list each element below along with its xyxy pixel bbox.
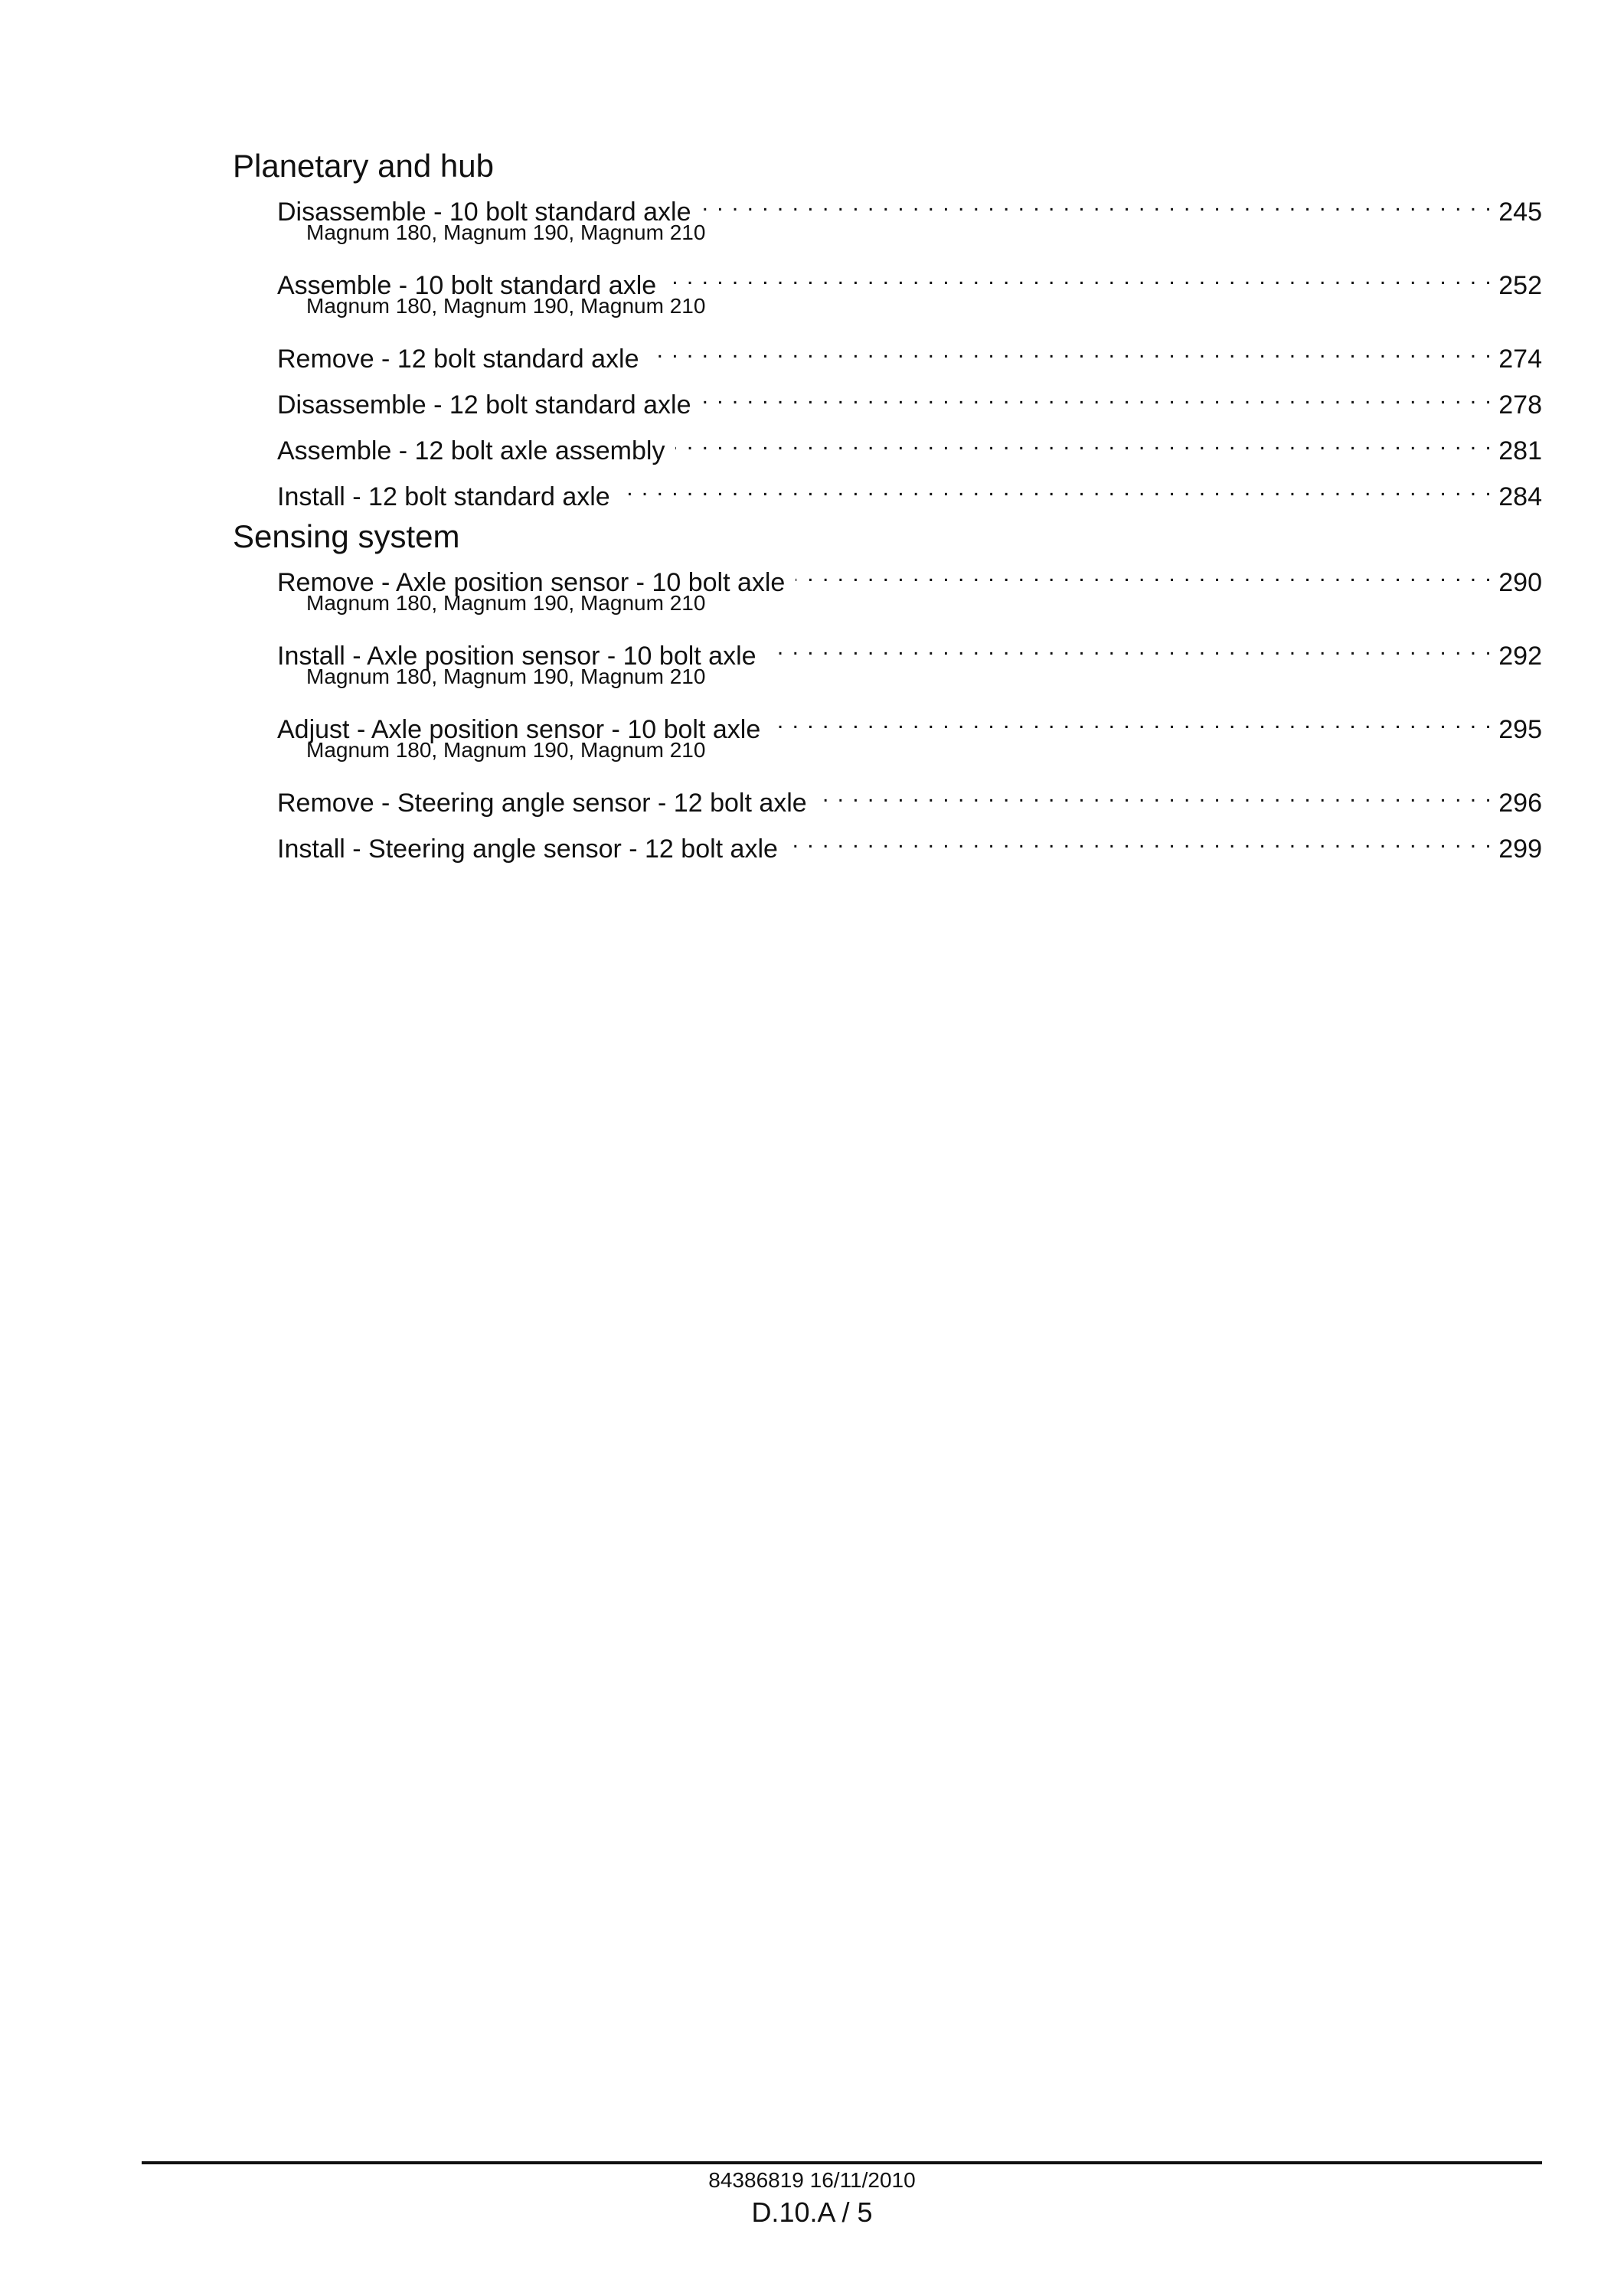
footer-document-info: 84386819 16/11/2010 [708, 2168, 916, 2192]
toc-entry-page[interactable]: 278 [1498, 390, 1542, 420]
section-heading: Sensing system [233, 518, 460, 554]
toc-entry[interactable] [277, 380, 1542, 420]
dot-leader [771, 704, 1492, 738]
toc-entry-title[interactable]: Disassemble - 12 bolt standard axle [277, 390, 691, 420]
toc-entry-page[interactable]: 245 [1498, 198, 1542, 227]
toc-entry-page[interactable]: 292 [1498, 642, 1542, 671]
toc-entry[interactable] [277, 704, 1542, 763]
dot-leader [702, 187, 1493, 220]
section-heading: Planetary and hub [233, 148, 494, 184]
toc-entry-title[interactable]: Adjust - Axle position sensor - 10 bolt axle [277, 715, 761, 744]
dot-leader [621, 472, 1493, 505]
dot-leader [767, 631, 1493, 665]
toc-entry-title[interactable]: Install - Axle position sensor - 10 bolt axle [277, 642, 756, 671]
dot-leader [649, 334, 1492, 367]
toc-entry-page[interactable]: 252 [1498, 271, 1542, 300]
toc-section-sensing-system [233, 518, 1542, 864]
toc-entry[interactable] [277, 631, 1542, 689]
toc-entry-models: Magnum 180, Magnum 190, Magnum 210 [306, 665, 706, 688]
toc-entry-page[interactable]: 299 [1498, 834, 1542, 864]
toc-entry[interactable] [277, 778, 1542, 818]
dot-leader [702, 380, 1493, 413]
toc-entry-title[interactable]: Assemble - 12 bolt axle assembly [277, 436, 665, 465]
toc-entry[interactable] [277, 187, 1542, 245]
toc-entry-title[interactable]: Assemble - 10 bolt standard axle [277, 271, 657, 300]
toc-entry[interactable] [277, 824, 1542, 864]
toc-entry-page[interactable]: 295 [1498, 715, 1542, 744]
toc-entry[interactable] [277, 426, 1542, 465]
toc-entry-models: Magnum 180, Magnum 190, Magnum 210 [306, 294, 706, 318]
toc-entry[interactable] [277, 260, 1542, 318]
toc-entry-title[interactable]: Remove - Axle position sensor - 10 bolt axle [277, 568, 786, 597]
toc-entry-models: Magnum 180, Magnum 190, Magnum 210 [306, 220, 706, 244]
toc-entry-title[interactable]: Disassemble - 10 bolt standard axle [277, 198, 691, 227]
toc-entry-models: Magnum 180, Magnum 190, Magnum 210 [306, 591, 706, 615]
toc-entry-title[interactable]: Install - 12 bolt standard axle [277, 482, 610, 511]
toc-entry-page[interactable]: 296 [1498, 789, 1542, 818]
toc-entry-page[interactable]: 290 [1498, 568, 1542, 597]
toc-entry-title[interactable]: Remove - 12 bolt standard axle [277, 345, 639, 374]
toc-entry[interactable] [277, 472, 1542, 511]
dot-leader [818, 778, 1493, 812]
toc-entry-title[interactable]: Install - Steering angle sensor - 12 bolt axle [277, 834, 778, 864]
footer-page-label: D.10.A / 5 [751, 2196, 873, 2228]
dot-leader [789, 824, 1492, 857]
toc-entry-models: Magnum 180, Magnum 190, Magnum 210 [306, 738, 706, 762]
toc-entry-page[interactable]: 274 [1498, 345, 1542, 374]
toc-entry[interactable] [277, 557, 1542, 616]
toc-entry[interactable] [277, 334, 1542, 374]
toc-entry-page[interactable]: 281 [1498, 436, 1542, 465]
dot-leader [667, 260, 1492, 294]
toc-entry-title[interactable]: Remove - Steering angle sensor - 12 bolt axle [277, 789, 807, 818]
footer-divider [142, 2161, 1542, 2164]
toc-section-planetary-and-hub [233, 147, 1542, 511]
toc-entry-page[interactable]: 284 [1498, 482, 1542, 511]
dot-leader [796, 557, 1492, 591]
table-of-contents [233, 147, 1542, 870]
dot-leader [675, 426, 1492, 459]
